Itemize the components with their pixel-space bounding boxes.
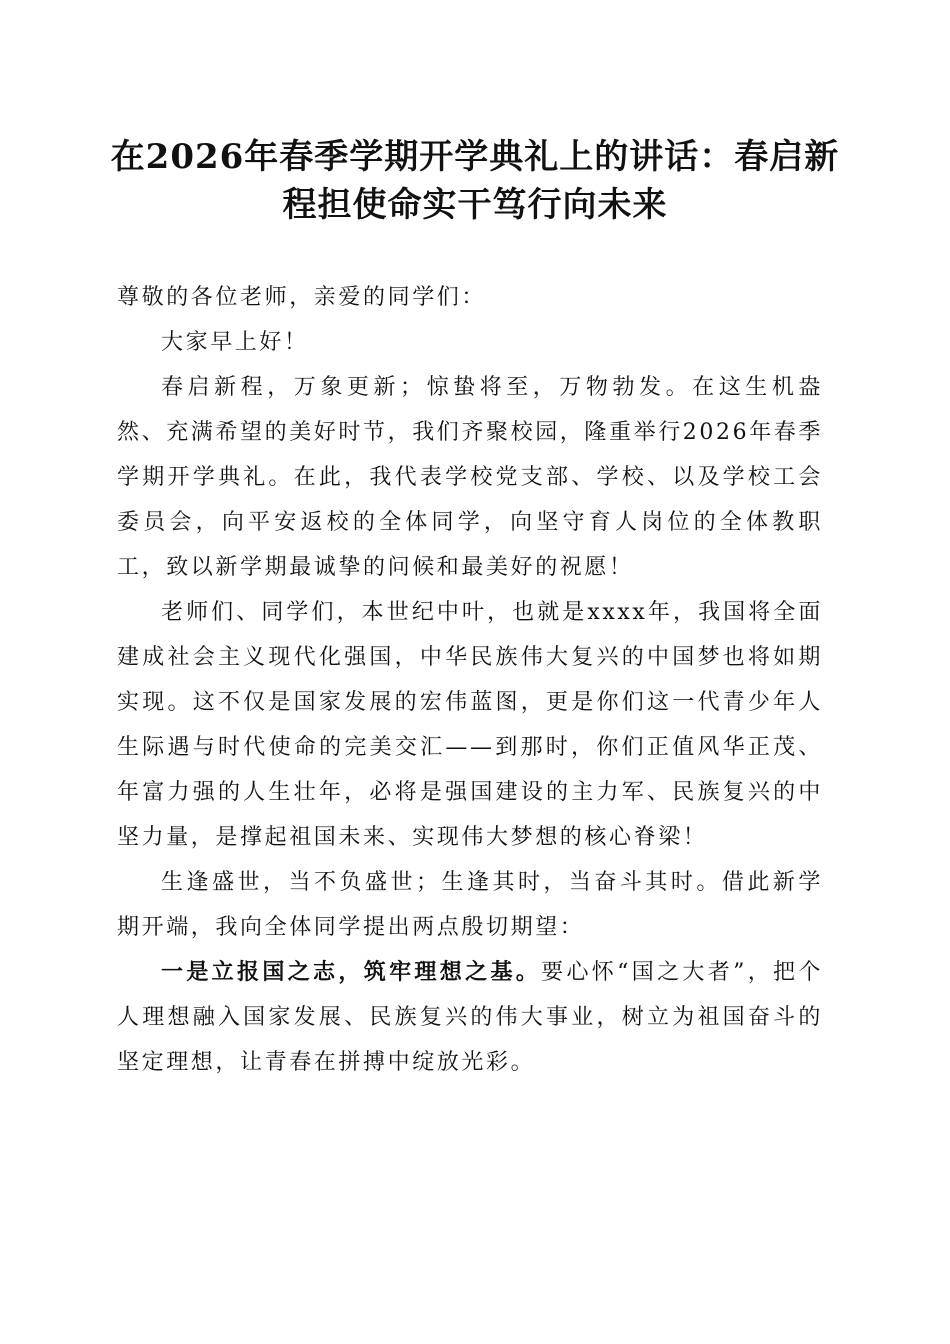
point-one-text: 要心怀“国之大者”，把个人理想融入国家发展、民族复兴的伟大事业，树立为祖国奋斗的坚定理想，让青春在拼搏中绽放光彩。: [117, 960, 823, 1075]
paragraph-vision: 老师们、同学们，本世纪中叶，也就是xxxx年，我国将全面建成社会主义现代化强国，中华民族伟大复兴的中国梦也将如期实现。这不仅是国家发展的宏伟蓝图，更是你们这一代青少年人生际遇与时代使命的完美交汇——到那时，你们正值风华正茂、年富力强的人生壮年，必将是强国建设的主力军、民族复兴的中坚力量，是撑起祖国未来、实现伟大梦想的核心脊梁！: [117, 600, 823, 850]
document-body: [117, 275, 823, 1085]
salutation: 尊敬的各位老师，亲爱的同学们：: [117, 285, 487, 310]
paragraph-opening: 春启新程，万象更新；惊蛰将至，万物勃发。在这生机盎然、充满希望的美好时节，我们齐聚校园，隆重举行2026年春季学期开学典礼。在此，我代表学校党支部、学校、以及学校工会委员会，向平安返校的全体同学，向坚守育人岗位的全体教职工，致以新学期最诚挚的问候和最美好的祝愿！: [117, 375, 823, 580]
paragraph-greeting: 大家早上好！: [161, 330, 309, 355]
paragraph-expectations-intro: 生逢盛世，当不负盛世；生逢其时，当奋斗其时。借此新学期开端，我向全体同学提出两点殷切期望：: [117, 870, 823, 940]
document-title: 在2026年春季学期开学典礼上的讲话：春启新程担使命实干笃行向未来: [110, 137, 840, 225]
point-one-lead: 一是立报国之志，筑牢理想之基。: [161, 959, 542, 985]
paragraph-point-one: [117, 950, 823, 1085]
